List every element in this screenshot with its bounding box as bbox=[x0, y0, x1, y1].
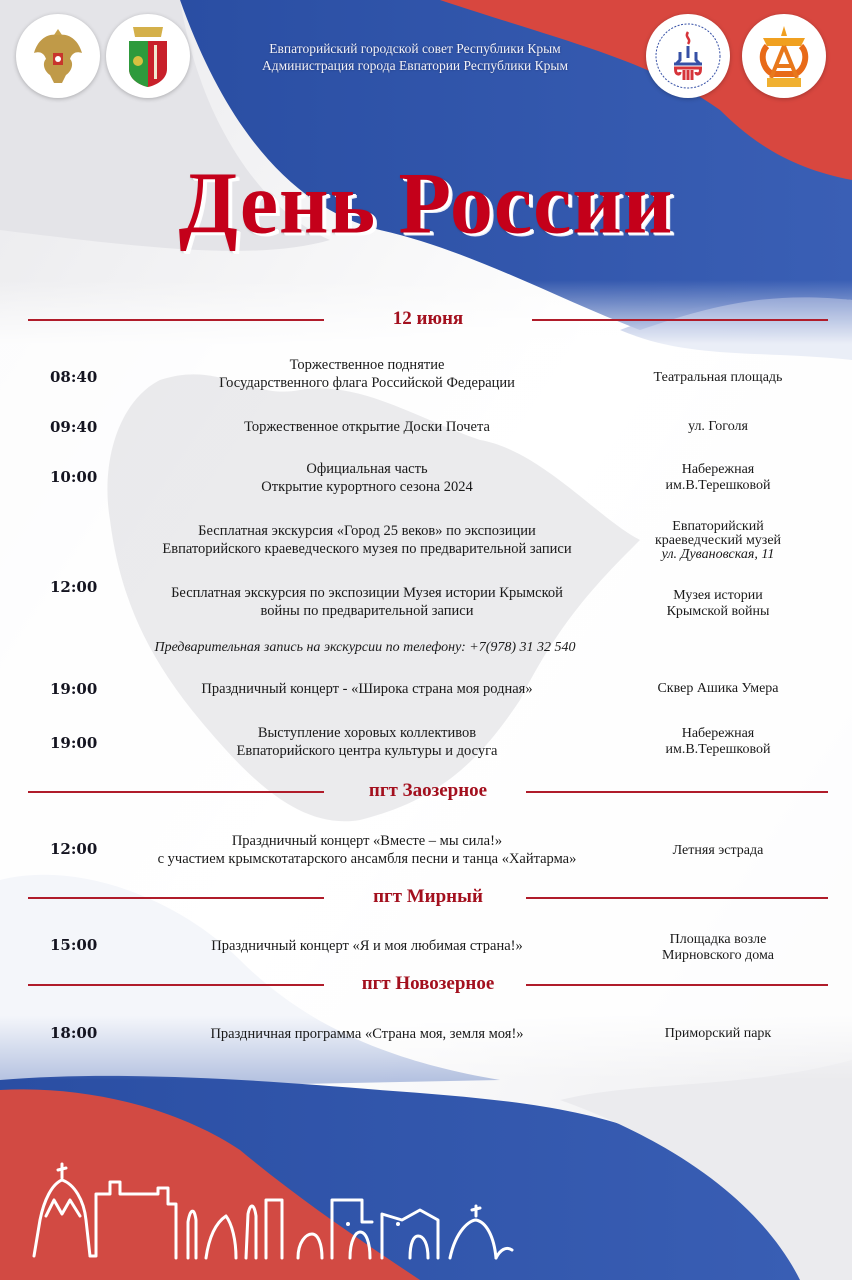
event-description bbox=[112, 832, 622, 868]
place-address: ул. Дувановская, 11 bbox=[661, 547, 775, 562]
column-flame-icon bbox=[652, 20, 724, 92]
event-description bbox=[112, 356, 622, 392]
event-place bbox=[618, 1026, 818, 1042]
event-time: 19:00 bbox=[50, 734, 98, 752]
event-time: 18:00 bbox=[50, 1024, 98, 1042]
skyline-icon bbox=[0, 1160, 852, 1280]
event-place bbox=[618, 843, 818, 859]
event-line: Праздничный концерт - «Широка страна моя родная» bbox=[201, 681, 533, 697]
event-line: Открытие курортного сезона 2024 bbox=[261, 479, 473, 495]
place-line: Музея истории bbox=[673, 588, 763, 603]
event-description bbox=[112, 680, 622, 698]
event-time: 10:00 bbox=[50, 468, 98, 486]
place-line: Летняя эстрада bbox=[672, 843, 764, 858]
event-description bbox=[112, 418, 622, 436]
event-line: Выступление хоровых коллективов bbox=[257, 725, 477, 741]
double-headed-eagle-icon bbox=[28, 23, 88, 89]
event-line: Официальная часть bbox=[306, 461, 428, 477]
event-place bbox=[618, 932, 818, 964]
section-header-mirny bbox=[28, 882, 828, 912]
event-time: 08:40 bbox=[50, 368, 98, 386]
event-line: войны по предварительной записи bbox=[260, 603, 474, 619]
place-line: Театральная площадь bbox=[653, 370, 783, 385]
event-line: Праздничный концерт «Я и моя любимая страна!» bbox=[211, 938, 523, 954]
registration-note: Предварительная запись на экскурсии по телефону: +7(978) 31 32 540 bbox=[154, 640, 576, 655]
event-line: Бесплатная экскурсия «Город 25 веков» по экспозиции bbox=[198, 523, 536, 539]
page-title: День России bbox=[178, 154, 674, 252]
event-time: 09:40 bbox=[50, 418, 98, 436]
place-line: ул. Гоголя bbox=[688, 419, 748, 434]
event-place bbox=[618, 419, 818, 435]
section-header-novoozernoe bbox=[28, 969, 828, 999]
divider-right bbox=[532, 319, 828, 321]
organizers bbox=[200, 40, 630, 74]
event-description bbox=[112, 1025, 622, 1043]
event-place bbox=[618, 370, 818, 386]
divider-right bbox=[526, 897, 828, 899]
place-line: Мирновского дома bbox=[662, 948, 774, 963]
section-label: пгт Новозерное bbox=[361, 973, 495, 994]
place-line: Евпаторийский bbox=[672, 519, 764, 534]
event-place bbox=[618, 726, 818, 758]
divider-right bbox=[526, 791, 828, 793]
culture-center-emblem bbox=[742, 14, 826, 98]
section-label: пгт Заозерное bbox=[368, 780, 488, 801]
event-time: 12:00 bbox=[50, 840, 98, 858]
russia-coat-of-arms bbox=[16, 14, 100, 98]
section-header-zaozernoe bbox=[28, 776, 828, 806]
divider-right bbox=[526, 984, 828, 986]
lyre-icon bbox=[749, 20, 819, 92]
event-place bbox=[618, 681, 818, 697]
section-label: 12 июня bbox=[392, 308, 464, 329]
place-line: Набережная bbox=[681, 726, 755, 741]
evpatoria-coat-of-arms bbox=[106, 14, 190, 98]
event-line: Бесплатная экскурсия по экспозиции Музея истории Крымской bbox=[171, 585, 563, 601]
place-line: Приморский парк bbox=[664, 1026, 772, 1041]
place-line: Площадка возле bbox=[669, 932, 767, 947]
organizer-administration: Администрация города Евпатории Республики Крым bbox=[262, 58, 568, 73]
event-description-2 bbox=[112, 584, 622, 620]
event-line: Праздничная программа «Страна моя, земля моя!» bbox=[210, 1026, 524, 1042]
event-line: Торжественное поднятие bbox=[289, 357, 445, 373]
event-line: с участием крымскотатарского ансамбля песни и танца «Хайтарма» bbox=[157, 851, 577, 867]
place-line: Крымской войны bbox=[666, 604, 770, 619]
event-line: Праздничный концерт «Вместе – мы сила!» bbox=[231, 833, 503, 849]
event-time: 19:00 bbox=[50, 680, 98, 698]
place-line: им.В.Терешковой bbox=[665, 742, 771, 757]
event-description bbox=[112, 460, 622, 496]
event-line: Евпаторийского центра культуры и досуга bbox=[236, 743, 498, 759]
museum-emblem bbox=[646, 14, 730, 98]
city-skyline-illustration bbox=[0, 1160, 852, 1280]
place-line: им.В.Терешковой bbox=[665, 478, 771, 493]
place-line: краеведческий музей bbox=[654, 533, 782, 548]
event-time: 15:00 bbox=[50, 936, 98, 954]
event-time: 12:00 bbox=[50, 578, 98, 596]
event-description bbox=[112, 522, 622, 558]
city-shield-icon bbox=[123, 23, 173, 89]
place-line: Набережная bbox=[681, 462, 755, 477]
place-line: Сквер Ашика Умера bbox=[657, 681, 779, 696]
event-line: Государственного флага Российской Федерации bbox=[219, 375, 515, 391]
event-line: Торжественное открытие Доски Почета bbox=[244, 419, 490, 435]
section-header-june-12 bbox=[28, 304, 828, 334]
section-label: пгт Мирный bbox=[373, 886, 483, 907]
event-line: Евпаторийского краеведческого музея по предварительной записи bbox=[162, 541, 572, 557]
event-description bbox=[112, 724, 622, 760]
event-place bbox=[618, 462, 818, 494]
event-place-2 bbox=[618, 588, 818, 620]
organizer-council: Евпаторийский городской совет Республики Крым bbox=[269, 41, 561, 56]
event-place bbox=[618, 520, 818, 562]
event-description bbox=[112, 937, 622, 955]
